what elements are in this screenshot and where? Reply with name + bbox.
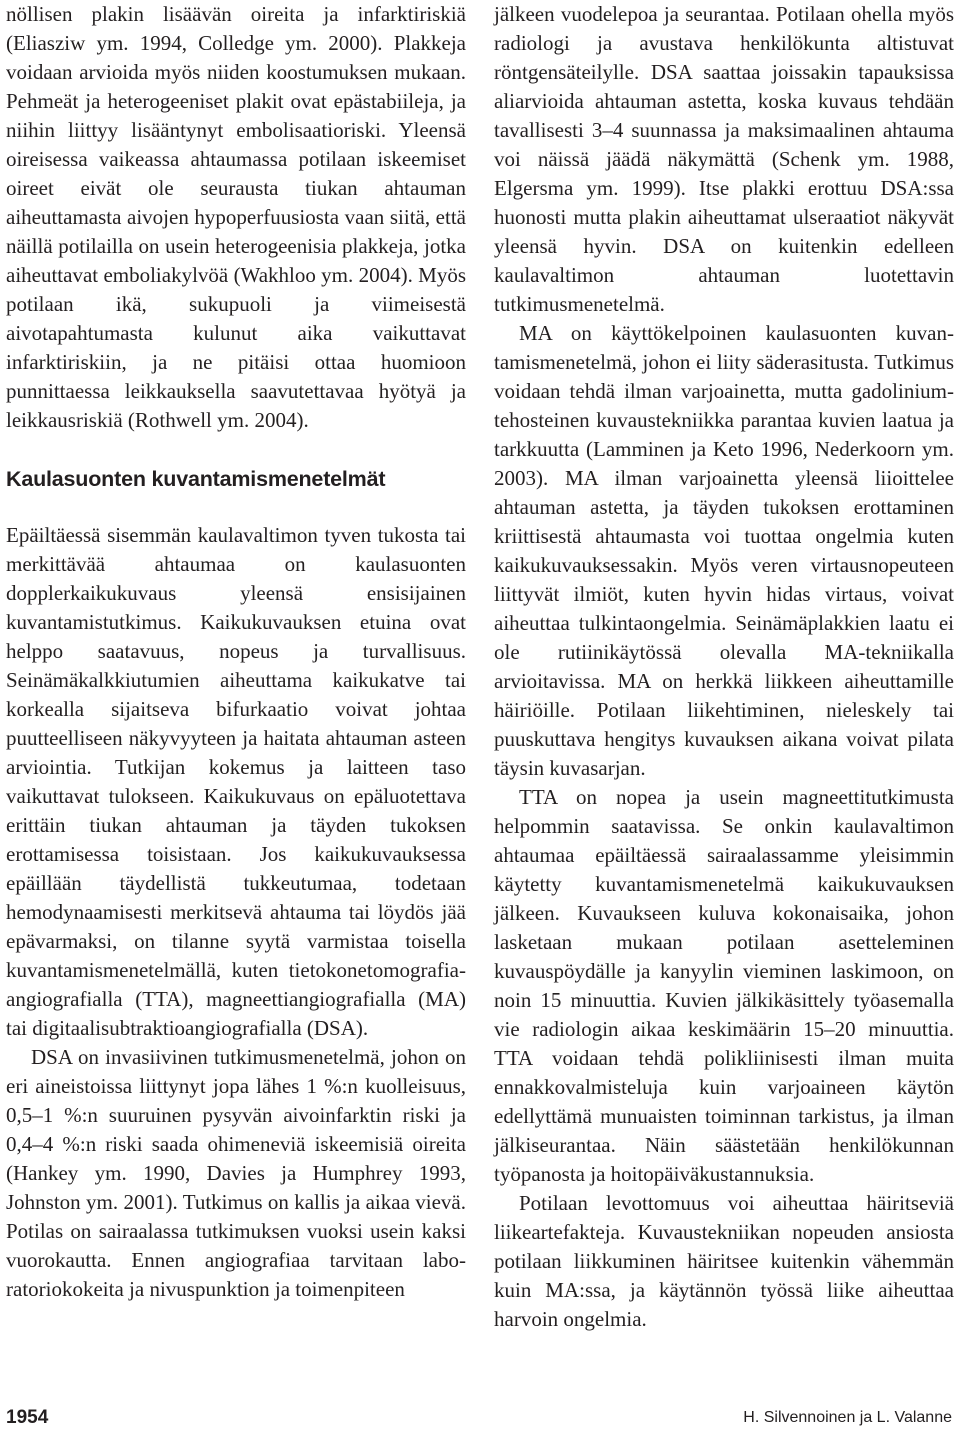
paragraph: DSA on invasiivinen tutkimusmenetelmä, johon on eri aineistoissa liittynyt jopa lähes 1 %:n kuolleisuus, 0,5–1 %:n suuruinen pysyvän aivoinfarktin riski ja 0,4–4 %:n riski saada ohimeneviä iskeemisiä oireita (Hankey ym. 1990, Davies ja Humphrey 1993, Johnston ym. 2001). Tutkimus on kallis ja aikaa vievä. Potilas on sairaalassa tutkimuksen vuoksi usein kaksi vuorokautta. Ennen angiografiaa tarvitaan laboratoriokokeita ja nivuspunktion ja toimenpiteen (6, 1045, 466, 1301)
paragraph: jälkeen vuodelepoa ja seurantaa. Potilaan ohella myös radiologi ja avustava henkilökunta altistuvat röntgensäteilylle. DSA saattaa joissakin tapauksissa aliarvioida ahtauman astetta, koska kuvaus tehdään tavallisesti 3–4 suunnassa ja maksimaalinen ahtauma voi näissä jäädä näkymättä (Schenk ym. 1988, Elgersma ym. 1999). Itse plakki erottuu DSA:ssa huonosti mutta plakin aiheuttamat ulseraatiot näkyvät yleensä hyvin. DSA on kuitenkin edelleen kaulavaltimon ahtauman luotettavin tutkimusmenetelmä. (494, 2, 954, 316)
section-heading: Kaulasuonten kuvantamismenetelmät (6, 467, 386, 491)
page-number: 1954 (6, 1407, 49, 1428)
paragraph: TTA on nopea ja usein magneettitutkimusta helpommin saatavissa. Se onkin kaulavaltimon ahtaumaa epäiltäessä sairaalassamme yleisimmin käytetty kuvantamismenetelmä kaikukuvauksen jälkeen. Kuvaukseen kuluva kokonaisaika, johon lasketaan mukaan potilaan asetteleminen kuvauspöydälle ja kanyylin vieminen laskimoon, on noin 15 minuuttia. Kuvien jälkikäsittely työasemalla vie radiologin aikaa keskimäärin 15–20 minuuttia. TTA voidaan tehdä polikliinisesti ilman muita ennakkovalmisteluja kuin varjoaineen käytön edellyttämä munuaisten toiminnan tarkistus, ja ilman jälkiseurantaa. Näin säästetään henkilökunnan työpanosta ja hoitopäiväkustannuksia. (494, 785, 954, 1186)
paragraph: nöllisen plakin lisäävän oireita ja infarktiriskiä (Eliasziw ym. 1994, Colledge ym. 2000). Plakkeja voidaan arvioida myös niiden koostumuksen mukaan. Pehmeät ja heterogeeniset plakit ovat epästabiileja, ja niihin liittyy lisääntynyt embolisaatioriski. Yleensä oireisessa vaikeassa ahtaumassa potilaan iskeemiset oireet eivät ole seurausta tiukan ahtauman aiheuttamasta aivojen hypoperfuusiosta vaan siitä, että näillä potilailla on usein heterogeenisia plakkeja, jotka aiheuttavat emboliakylvöä (Wakhloo ym. 2004). Myös potilaan ikä, sukupuoli ja viimeisestä aivotapahtumasta kulunut aika vaikuttavat infarktiriskiin, ja ne pitäisi ottaa huomioon punnittaessa leikkauksella saavutettavaa hyötyä ja leikkausriskiä (Rothwell ym. 2004). (6, 2, 466, 432)
paragraph: Epäiltäessä sisemmän kaulavaltimon tyven tukosta tai merkittävää ahtaumaa on kaulasuonten dopplerkaikukuvaus yleensä ensisijainen kuvantamistutkimus. Kaikukuvauksen etuina ovat helppo saatavuus, nopeus ja turvallisuus. Seinämäkalkkiutumien aiheuttama kaikukatve tai korkealla sijaitseva bifurkaatio voivat johtaa puutteelliseen näkyvyyteen ja haitata ahtauman asteen arviointia. Tutkijan kokemus ja laitteen taso vaikuttavat tulokseen. Kaikukuvaus on epäluotettava erittäin tiukan ahtauman ja täyden tukoksen erottamisessa toisistaan. Jos kaikukuvauksessa epäillään täydellistä tukkeutumaa, todetaan hemodynaamisesti merkitsevä ahtauma tai löydös jää epävarmaksi, on tilanne syytä varmistaa toisella kuvantamismenetelmällä, kuten tietokonetomografia-angiografialla (TTA), magneettiangiografialla (MA) tai digitaalisubtraktioangiografialla (DSA). (6, 523, 466, 1040)
running-footer-authors: H. Silvennoinen ja L. Valanne (743, 1409, 952, 1426)
right-column (494, 0, 954, 1334)
left-column (6, 0, 466, 1304)
paragraph: MA on käyttökelpoinen kaulasuonten kuvantamismenetelmä, johon ei liity säderasitusta. Tutkimus voidaan tehdä ilman varjoainetta, mutta gadolinium-tehosteinen kuvaustekniikka parantaa kuvien laatua ja tarkkuutta (Lamminen ja Keto 1996, Nederkoorn ym. 2003). MA ilman varjoainetta yleensä liioittelee ahtauman astetta, ja täyden tukoksen erottaminen kriittisestä ahtaumasta voi tuottaa ongelmia kuten kaikukuvauksessakin. Myös veren virtausnopeuteen liittyvät ilmiöt, kuten hyvin hidas virtaus, voivat aiheuttaa tulkintaongelmia. Seinämäplakkien laatu ei ole rutiinikäytössä olevalla MA-tekniikalla arvioitavissa. MA on herkkä liikkeen aiheuttamille häiriöille. Potilaan liikehtiminen, nieleskely tai puuskuttava hengitys kuvauksen aikana voivat pilata täysin kuvasarjan. (494, 321, 954, 780)
paragraph: Potilaan levottomuus voi aiheuttaa häiritseviä liikeartefakteja. Kuvaustekniikan nopeuden ansiosta potilaan liikkuminen häiritsee kuitenkin vähemmän kuin MA:ssa, ja käytännön työssä liike aiheuttaa harvoin ongelmia. (494, 1191, 954, 1331)
